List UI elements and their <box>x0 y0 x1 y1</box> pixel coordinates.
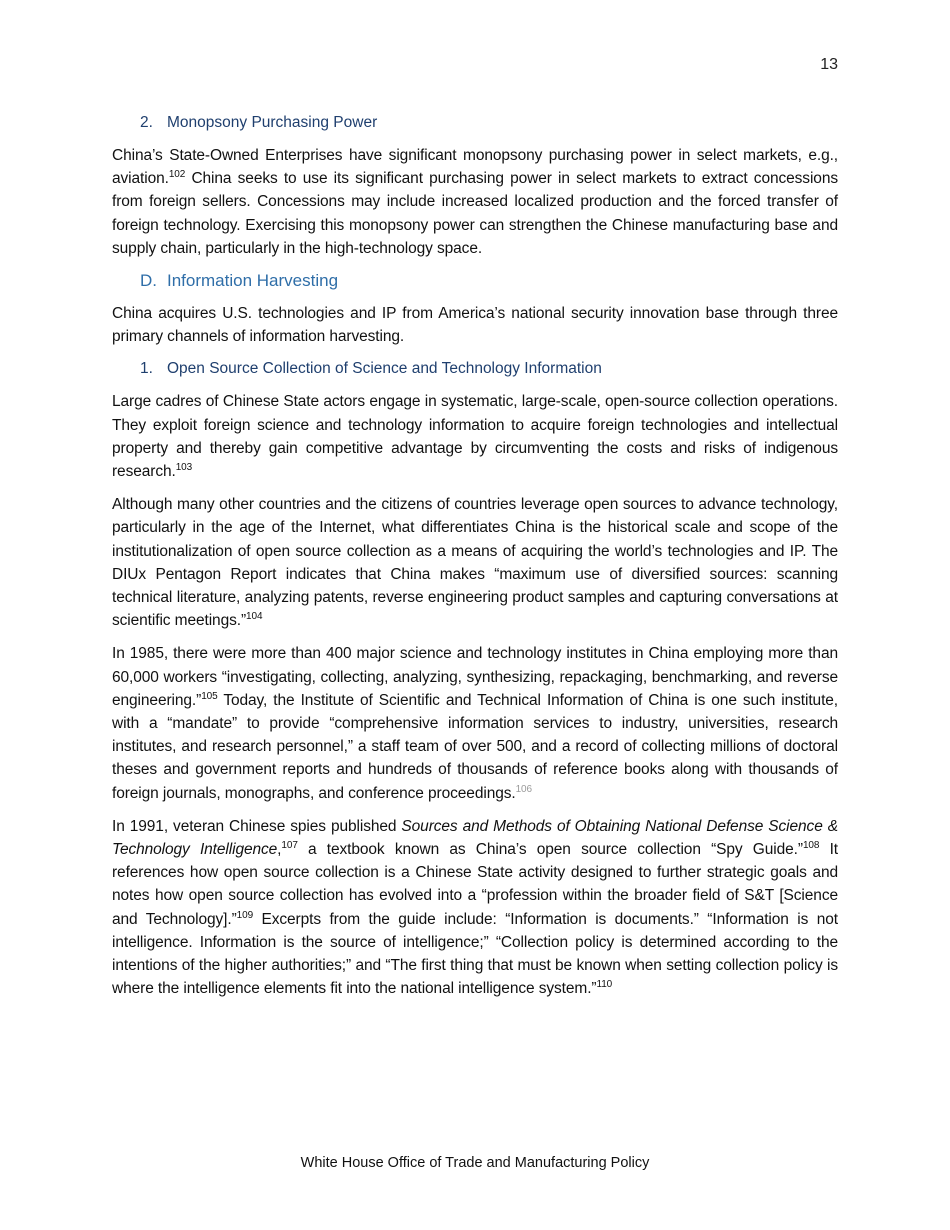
paragraph-text: Today, the Institute of Scientific and Technical Information of China is one such institute, with a “mandate” to provide “comprehensive information services to industry, universities, research institutes, and research personnel,” a staff team of over 500, and a record of collecting millions of doctoral theses and government reports and hundreds of thousands of reference books along with thousands of foreign journals, monographs, and conference proceedings. <box>112 691 838 802</box>
footnote-ref-109[interactable]: 109 <box>236 909 254 921</box>
book-title: Sources and Methods of Obtaining National Defense Science & Technology Intelligence <box>112 817 838 859</box>
paragraph-although <box>112 493 838 632</box>
heading-open-source-collection <box>112 358 838 380</box>
paragraph-text: In 1985, there were more than 400 major science and technology institutes in China employing more than 60,000 workers “investigating, collecting, analyzing, synthesizing, repackaging, benchmarking, and reverse engineering.” <box>112 645 838 709</box>
heading-information-harvesting <box>112 270 838 292</box>
heading-title: Information Harvesting <box>167 271 339 291</box>
heading-number: 2. <box>140 114 153 131</box>
paragraph-monopsony <box>112 144 838 260</box>
heading-title: Open Source Collection of Science and Technology Information <box>167 360 602 378</box>
footnote-ref-103[interactable]: 103 <box>175 461 193 473</box>
page-number: 13 <box>820 56 838 73</box>
paragraph-large-cadres <box>112 390 838 483</box>
footnote-ref-102[interactable]: 102 <box>168 169 186 181</box>
paragraph-text: Excerpts from the guide include: “Information is documents.” “Information is not intelligence. Information is the source of intelligence;” “Collection policy is determined according to the intentions of the higher authorities;” and “The first thing that must be known when setting collection policy is where the intelligence elements fit into the national intelligence system.” <box>112 910 838 998</box>
paragraph-text: China’s State-Owned Enterprises have significant monopsony purchasing power in select markets, e.g., aviation. <box>112 147 838 188</box>
paragraph-text: a textbook known as China’s open source collection “Spy Guide.” <box>297 841 803 859</box>
paragraph-text: China seeks to use its significant purchasing power in select markets to extract concessions from foreign sellers. Concessions may include increased localized production and the forced transfer of foreign technology. Exercising this monopsony power can strengthen the Chinese manufacturing base and supply chain, particularly in the high-technology space. <box>112 170 838 257</box>
heading-title: Monopsony Purchasing Power <box>167 114 378 131</box>
footnote-ref-108[interactable]: 108 <box>802 839 820 851</box>
paragraph-text: It references how open source collection is a Chinese State activity designed to further strategic goals and notes how open source collection has evolved into a “profession within the broader field of S&T [Science and Technology].” <box>112 841 838 928</box>
page-content <box>112 112 838 1011</box>
heading-letter: D. <box>140 271 157 291</box>
paragraph-text: , <box>277 841 282 859</box>
paragraph-1985 <box>112 642 838 804</box>
paragraph-information-harvesting: China acquires U.S. technologies and IP from America’s national security innovation base through three primary channels of information harvesting. <box>112 305 838 346</box>
heading-monopsony-purchasing-power <box>112 112 838 134</box>
heading-number: 1. <box>140 360 153 378</box>
footnote-ref-107[interactable]: 107 <box>281 839 298 851</box>
footnote-ref-105[interactable]: 105 <box>201 690 218 702</box>
paragraph-text: In 1991, veteran Chinese spies published <box>112 817 402 835</box>
paragraph-1991 <box>112 815 838 1001</box>
footnote-ref-110[interactable]: 110 <box>596 979 613 991</box>
paragraph-text: Large cadres of Chinese State actors engage in systematic, large-scale, open-source collection operations. They exploit foreign science and technology information to acquire foreign technologies and intellectual property and thereby gain competitive advantage by circumventing the costs and risks of indigenous research. <box>112 393 838 481</box>
paragraph-text: Although many other countries and the citizens of countries leverage open sources to advance technology, particularly in the age of the Internet, what differentiates China is the historical scale and scope of the institutionalization of open source collection as a means of acquiring the world’s technologies and IP. The DIUx Pentagon Report indicates that China makes “maximum use of diversified sources: scanning technical literature, analyzing patents, reverse engineering product samples and capturing conversations at scientific meetings.” <box>112 496 838 630</box>
footnote-ref-104[interactable]: 104 <box>246 611 263 623</box>
page-footer: White House Office of Trade and Manufacturing Policy <box>300 1155 650 1171</box>
footnote-ref-106[interactable]: 106 <box>515 783 532 795</box>
